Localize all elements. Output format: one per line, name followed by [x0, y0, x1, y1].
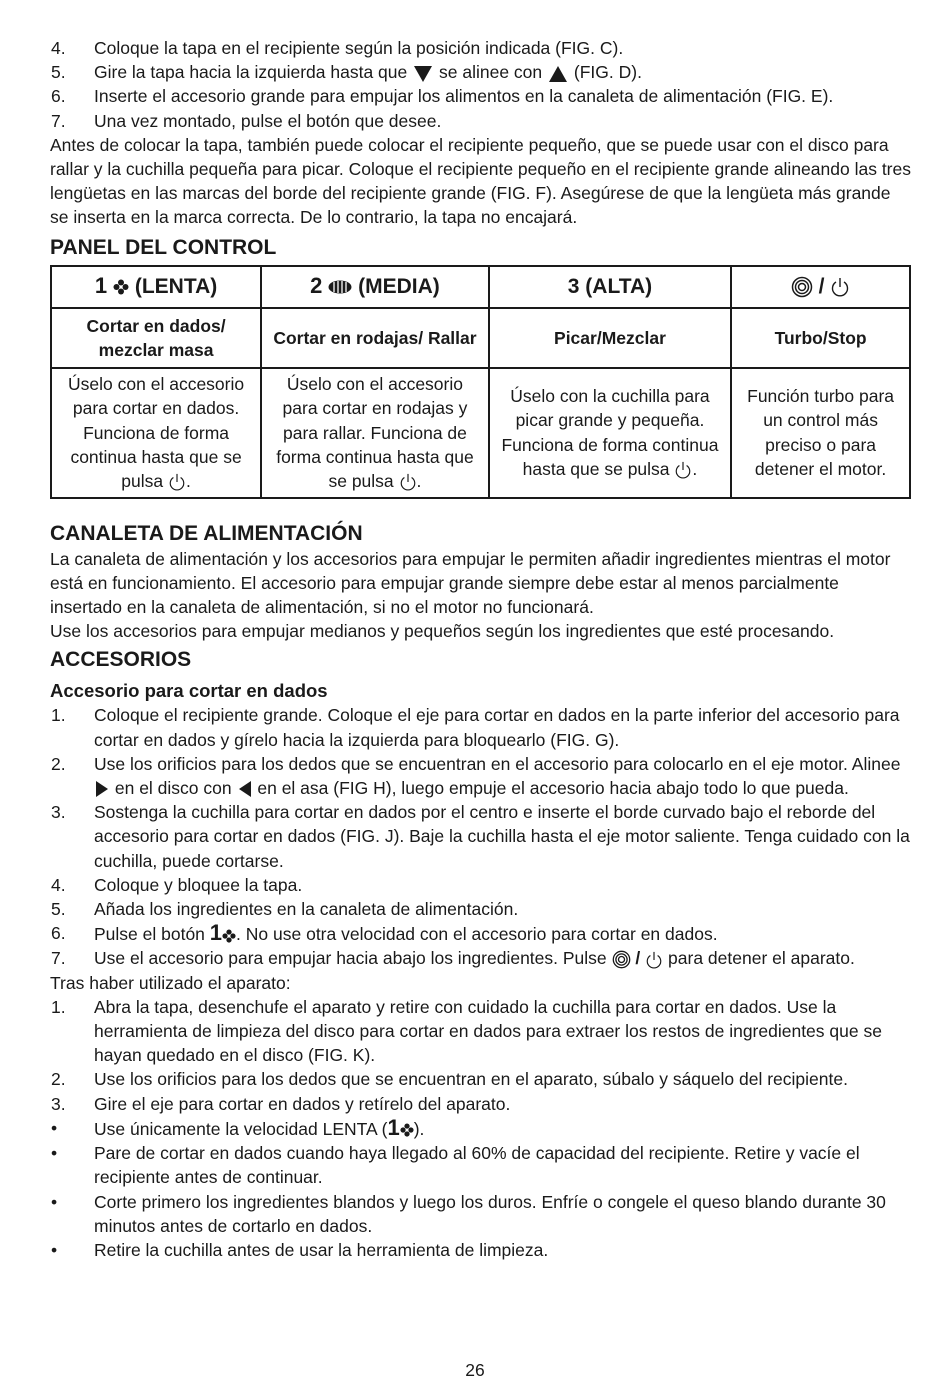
triangle-left-icon — [239, 781, 251, 797]
step-number: 1. — [51, 705, 66, 726]
step-number: 4. — [51, 874, 66, 895]
step-text-pre: Use los orificios para los dedos que se encuentran en el accesorio para colocarlo en el eje motor. Alinee — [94, 753, 901, 774]
bullet: • — [51, 1117, 58, 1138]
step-number: 3. — [51, 802, 66, 823]
header-lenta — [51, 266, 261, 308]
turbo-spiral-icon — [791, 276, 813, 298]
step-text — [94, 752, 912, 800]
step-number: 5. — [51, 62, 66, 83]
control-panel-table — [50, 265, 911, 499]
step-text: Coloque el recipiente grande. Coloque el eje para cortar en dados en la parte inferior del accesorio para cortar en dados y gírelo hacia la izquierda para bloquearlo (FIG. G). — [94, 705, 900, 750]
step-text — [94, 921, 912, 946]
description-cell — [51, 368, 261, 498]
bullet-text: Corte primero los ingredientes blandos y luego los duros. Enfríe o congele el queso blando durante 30 minutos antes de cortarlo en dados. — [94, 1191, 886, 1236]
step-number: 6. — [51, 923, 66, 944]
list-item — [50, 873, 912, 897]
intro-paragraph: Antes de colocar la tapa, también puede colocar el recipiente pequeño, que se puede usar con el disco para rallar y la cuchilla pequeña para picar. Coloque el recipiente pequeño en el recipiente grande alineando las tres lengüetas en las marcas del borde del recipiente grande (FIG. F). Asegúrese de que la lengüeta más grande se inserta en la marca correcta. De lo contrario, la tapa no encajará. — [50, 134, 911, 228]
step-text: Una vez montado, pulse el botón que desee. — [94, 110, 442, 131]
speed-label: (ALTA) — [585, 274, 653, 298]
step-text-post: (FIG. D). — [573, 62, 642, 83]
function-cell: Picar/Mezclar — [489, 308, 731, 368]
feed-paragraph: La canaleta de alimentación y los accesorios para empujar le permiten añadir ingredientes mientras el motor está en funcionamiento. El accesorio para empujar grande siempre debe estar al menos parcialmente insertado en la canaleta de alimentación, si no el motor no funcionará. — [50, 548, 891, 618]
speed-label: (MEDIA) — [358, 275, 440, 299]
icon-separator: / — [818, 274, 825, 298]
description-text: Úselo con el accesorio para cortar en rodajas y para rallar. Funciona de forma continua hasta que se pulsa — [276, 374, 474, 491]
step-number: 1. — [51, 996, 66, 1017]
period: . — [186, 470, 191, 491]
step-text-mid: se alinee con — [439, 62, 543, 83]
bullet-item — [50, 1190, 912, 1238]
after-use-steps — [50, 995, 912, 1262]
bullet-item — [50, 1141, 912, 1189]
bullet-text: Retire la cuchilla antes de usar la herramienta de limpieza. — [94, 1239, 549, 1260]
header-alta — [489, 266, 731, 308]
description-cell: Función turbo para un control más preciso o para detener el motor. — [731, 368, 910, 498]
list-item — [50, 921, 912, 946]
bullet-text-pre: Use únicamente la velocidad LENTA ( — [94, 1118, 388, 1139]
bullet: • — [51, 1239, 58, 1260]
step-text-post: para detener el aparato. — [668, 948, 855, 969]
speed-number: 1 — [387, 1114, 400, 1140]
step-number: 4. — [51, 38, 66, 58]
list-item — [50, 109, 912, 133]
triangle-up-icon — [549, 66, 567, 82]
function-cell: Cortar en dados/ mezclar masa — [51, 308, 261, 368]
step-number: 2. — [51, 753, 66, 774]
bullet: • — [51, 1191, 58, 1212]
list-item — [50, 84, 912, 108]
step-text-mid: en el disco con — [114, 778, 232, 799]
header-turbo — [731, 266, 910, 308]
function-cell: Cortar en rodajas/ Rallar — [261, 308, 489, 368]
bullet-item — [50, 1116, 912, 1141]
list-item — [50, 752, 912, 800]
speed-number: 2 — [310, 273, 323, 299]
power-icon — [830, 276, 850, 298]
step-text-pre: Gire la tapa hacia la izquierda hasta que — [94, 62, 408, 83]
description-text: Úselo con la cuchilla para picar grande y pequeña. Funciona de forma continua hasta que se pulsa — [501, 386, 719, 479]
flower-icon — [113, 279, 129, 295]
after-use-label: Tras haber utilizado el aparato: — [50, 972, 291, 993]
flower-icon — [400, 1123, 414, 1137]
step-text: Gire el eje para cortar en dados y retírelo del aparato. — [94, 1093, 511, 1114]
speed-label: (LENTA) — [134, 275, 218, 299]
power-icon — [645, 950, 663, 970]
intro-steps — [50, 36, 912, 133]
step-text-post: en el asa (FIG H), luego empuje el accesorio hacia abajo todo lo que pueda. — [257, 778, 849, 799]
step-text — [94, 946, 912, 970]
description-cell — [261, 368, 489, 498]
power-icon — [399, 472, 417, 492]
accessories-subheading: Accesorio para cortar en dados — [50, 680, 328, 702]
list-item — [50, 897, 912, 921]
list-item — [50, 36, 912, 60]
step-text: Use los orificios para los dedos que se encuentran en el aparato, súbalo y sáquelo del recipiente. — [94, 1069, 848, 1090]
speed-number: 1 — [94, 273, 108, 299]
step-number: 3. — [51, 1093, 66, 1114]
speed-number: 1 — [209, 920, 223, 946]
list-item — [50, 800, 912, 873]
panel-heading: PANEL DEL CONTROL — [50, 235, 277, 259]
page-number: 26 — [465, 1360, 485, 1380]
feed-paragraph-2: Use los accesorios para empujar medianos y pequeños según los ingredientes que esté procesando. — [50, 621, 835, 642]
icon-separator: / — [635, 948, 641, 969]
period: . — [416, 470, 422, 491]
triangle-right-icon — [96, 781, 108, 797]
speed-number: 3 — [567, 274, 580, 298]
step-text: Abra la tapa, desenchufe el aparato y retire con cuidado la cuchilla para cortar en dados. Use la herramienta de limpieza del disco para cortar en dados para extraer los restos de ingredientes que se hayan quedado en el disco (FIG. K). — [94, 996, 882, 1066]
description-cell — [489, 368, 731, 498]
step-text-pre: Use el accesorio para empujar hacia abajo los ingredientes. Pulse — [94, 948, 607, 969]
step-number: 7. — [51, 110, 66, 131]
bullet-text-post: ). — [413, 1118, 425, 1139]
step-text: Añada los ingredientes en la canaleta de alimentación. — [94, 899, 519, 920]
document-page — [50, 36, 912, 1262]
accessories-heading: ACCESORIOS — [50, 648, 192, 672]
bullet-text: Pare de cortar en dados cuando haya llegado al 60% de capacidad del recipiente. Retire y vacíe el recipiente antes de continuar. — [94, 1143, 860, 1188]
bullet-item — [50, 1238, 912, 1262]
bullet-text — [94, 1116, 912, 1141]
step-number: 7. — [51, 948, 66, 969]
step-text: Coloque y bloquee la tapa. — [94, 874, 303, 895]
header-media — [261, 266, 489, 308]
bullet: • — [51, 1143, 58, 1164]
list-item — [50, 1067, 912, 1091]
step-text-post: . No use otra velocidad con el accesorio para cortar en dados. — [236, 924, 718, 945]
list-item — [50, 1092, 912, 1116]
step-text — [94, 60, 912, 84]
step-text: Sostenga la cuchilla para cortar en dados por el centro e inserte el borde curvado bajo el reborde del accesorio para cortar en dados (FIG. J). Baje la cuchilla hasta el eje motor saliente. Tenga cuidado con la cuchilla, puede cortarse. — [94, 802, 910, 871]
power-icon — [168, 472, 186, 492]
step-text: Coloque la tapa en el recipiente según la posición indicada (FIG. C). — [94, 38, 624, 58]
description-text: Úselo con el accesorio para cortar en dados. Funciona de forma continua hasta que se pulsa — [68, 374, 245, 491]
step-number: 2. — [51, 1069, 66, 1090]
list-item — [50, 60, 912, 84]
feed-heading: CANALETA DE ALIMENTACIÓN — [50, 521, 363, 545]
step-number: 6. — [51, 86, 66, 107]
power-icon — [674, 460, 692, 480]
period: . — [692, 458, 698, 479]
list-item — [50, 995, 912, 1068]
list-item — [50, 946, 912, 970]
step-text: Inserte el accesorio grande para empujar los alimentos en la canaleta de alimentación (FIG. E). — [94, 86, 834, 107]
accessory-steps — [50, 703, 912, 970]
turbo-spiral-icon — [612, 950, 631, 969]
function-cell: Turbo/Stop — [731, 308, 910, 368]
step-text-pre: Pulse el botón — [94, 924, 205, 945]
step-number: 5. — [51, 899, 66, 920]
slices-icon — [328, 280, 352, 294]
list-item — [50, 703, 912, 751]
triangle-down-icon — [414, 66, 432, 82]
flower-icon — [222, 929, 236, 943]
